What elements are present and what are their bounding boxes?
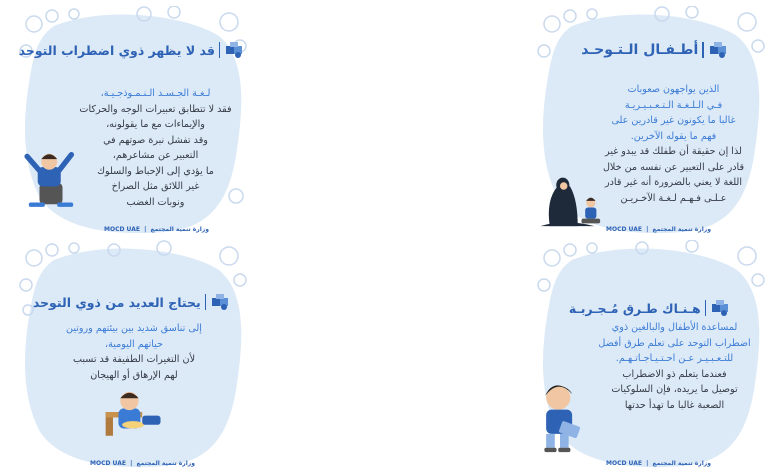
card-footer: MOCD UAE | وزارة تنمية المجتمع [104,226,209,233]
card-text [582,320,767,413]
text-line: غير اللائق مثل الصراخ [111,181,200,192]
text-line: عـلـى فـهـم لـغـة الآخـريـن [620,192,727,204]
card-routine [14,240,249,470]
footer-brand: MOCD UAE [606,460,642,467]
card-footer: MOCD UAE | وزارة تنمية المجتمع [606,226,711,233]
text-line: وقد تفشل نبرة صوتهم في [103,134,208,146]
card-title-row [14,292,249,312]
card-body-language [14,6,249,236]
text-line: ونوبات الغضب [126,196,185,208]
card-title-row [532,298,767,318]
card-title: هـنـاك طـرق مُـجـربـة [568,300,701,316]
mother-and-child-illustration [536,172,612,228]
text-line: فهم ما يقوله الآخرين. [630,130,717,142]
text-line: توصيل ما يريده، فإن السلوكيات [611,384,738,395]
card-title: يحتاج العديد من ذوي التوحد [32,294,201,310]
footer-ministry: وزارة تنمية المجتمع [136,460,195,467]
card-title: أطـفـال الـتـوحـد [581,42,699,58]
text-line: لأن التغيرات الطفيفة قد تسبب [72,354,196,365]
footer-ministry: وزارة تنمية المجتمع [150,226,209,233]
text-line: ما يؤدي إلى الإحباط والسلوك [97,165,214,177]
angry-child-illustration [20,146,82,220]
text-line: غالبا ما يكونون غير قادرين على [611,115,736,126]
card-autism-children [532,6,767,236]
text-line: لمساعدة الأطفال والبالغين ذوي [611,322,738,333]
title-divider [705,300,707,316]
puzzle-icon [224,40,244,60]
footer-brand: MOCD UAE [606,226,642,233]
text-line: فعندما يتعلم ذو الاضطراب [622,368,727,380]
card-text [62,86,249,210]
title-divider [205,294,207,310]
text-line: التعبير عن مشاعرهم، [112,150,199,161]
text-line: لـغـة الجـسـد الـنـمـوذجـيـة، [100,88,211,99]
text-line: الصعبة غالبا ما تهدأ حدتها [624,399,725,411]
child-reading-illustration [534,372,586,456]
card-proven-ways [532,240,767,470]
child-eating-illustration [102,384,166,440]
card-title-row [542,40,767,60]
text-line: والإيماءات مع ما يقولونه، [106,119,205,130]
text-line: اللغة لا يعني بالضرورة أنه غير قادر [604,177,742,188]
text-line: فـي الـلـغـة الـتـعـبـيـريـة [624,99,723,111]
footer-ministry: وزارة تنمية المجتمع [652,460,711,467]
card-text [34,321,234,383]
footer-ministry: وزارة تنمية المجتمع [652,226,711,233]
text-line: للتـعـبـيـر عـن احـتـيـاجـاتـهـم. [615,353,734,364]
footer-brand: MOCD UAE [104,226,140,233]
text-line: فقد لا تتطابق تعبيرات الوجه والحركات [79,103,232,115]
text-line: حياتهم اليومية، [105,338,163,350]
text-line: لذا إن حقيقة أن طفلك قد يبدو غير [605,146,742,157]
card-title: قد لا يظهر ذوي اضطراب التوحد [18,42,215,58]
puzzle-icon [708,40,728,60]
text-line: قادر على التعبير عن نفسه من خلال [602,161,745,173]
title-divider [219,42,221,58]
text-line: لهم الإرهاق أو الهيجان [90,369,178,381]
text-line: إلى تناسق شديد بين بيئتهم وروتين [66,323,202,334]
title-divider [702,42,704,58]
card-title-row [14,40,249,60]
card-footer: MOCD UAE | وزارة تنمية المجتمع [606,460,711,467]
card-footer: MOCD UAE | وزارة تنمية المجتمع [90,460,195,467]
puzzle-icon [210,292,230,312]
puzzle-icon [710,298,730,318]
text-line: اضطراب التوحد على تعلم طرق أفضل [598,337,751,349]
footer-brand: MOCD UAE [90,460,126,467]
text-line: الذين يواجهون صعوبات [627,84,720,95]
